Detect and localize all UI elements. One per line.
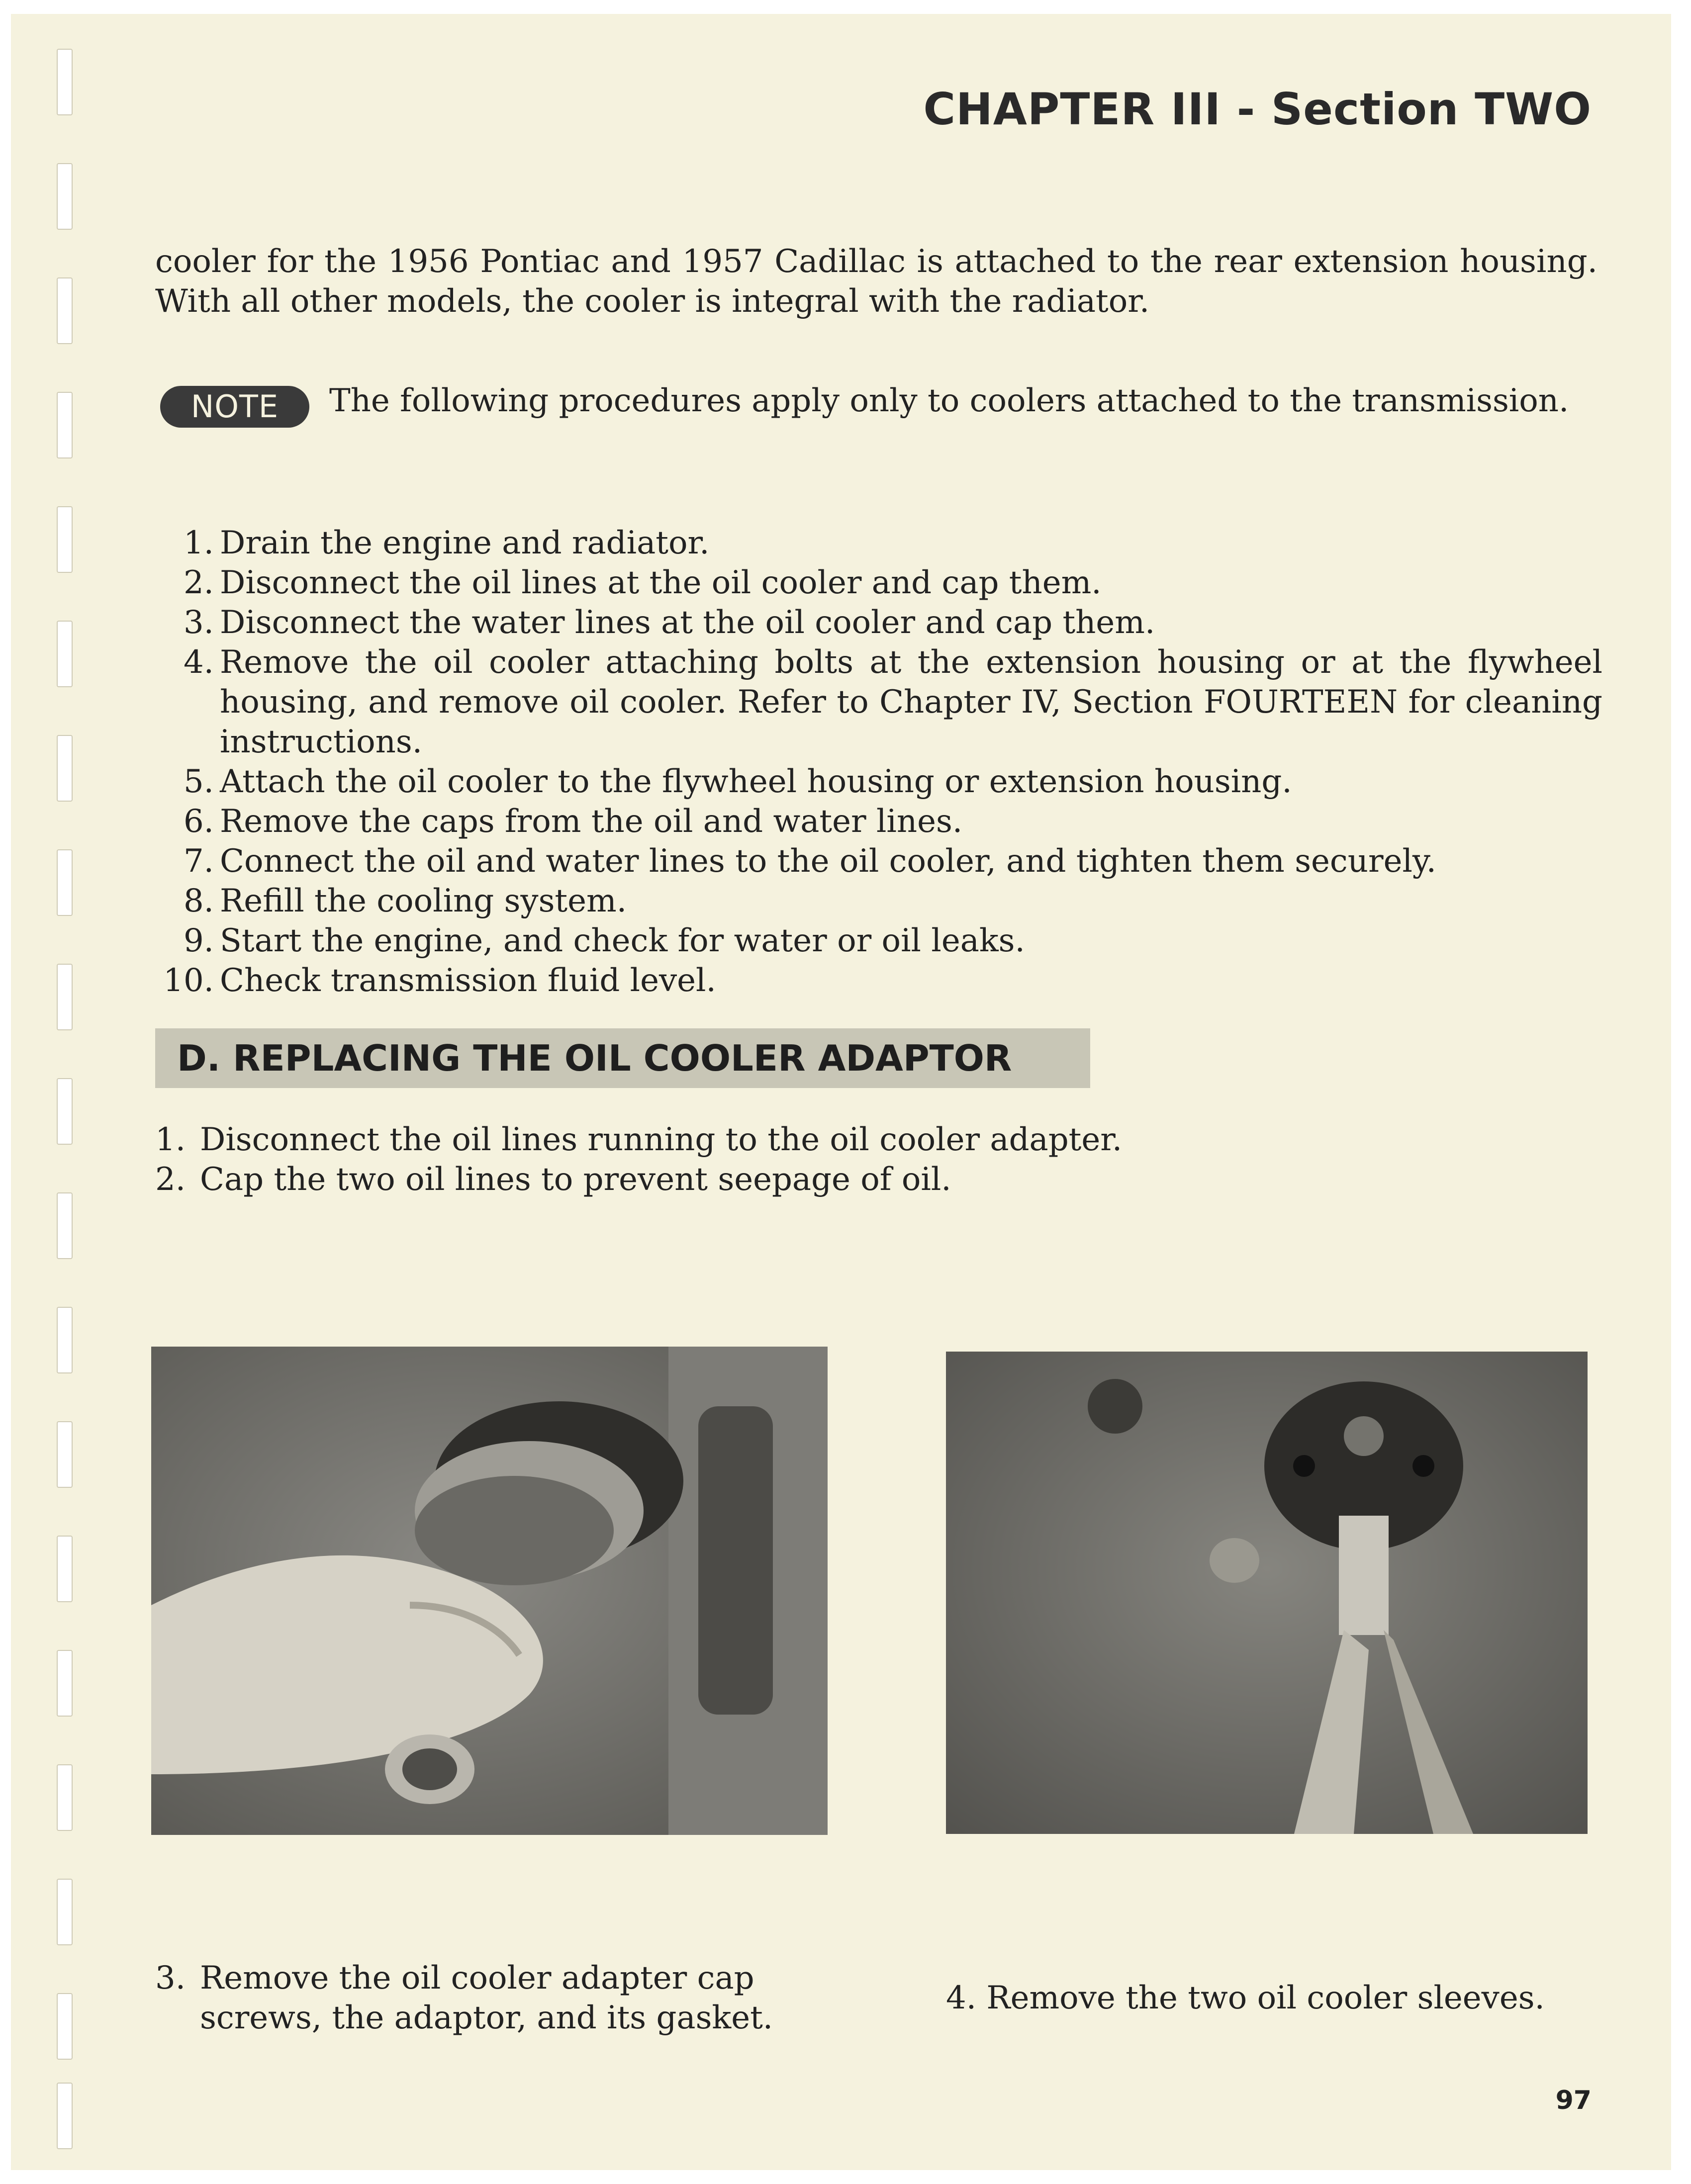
caption-photo1: 3. Remove the oil cooler adapter cap screws, the adaptor, and its gasket.: [155, 1960, 773, 2036]
page-number: 97: [1555, 2086, 1592, 2115]
intro-paragraph: cooler for the 1956 Pontiac and 1957 Cadillac is attached to the rear extension housing. With all other models, the cooler is integral with the radiator.: [155, 243, 1597, 320]
binder-hole: [57, 1764, 73, 1831]
binder-hole: [57, 506, 73, 573]
document-page: [11, 14, 1671, 2170]
binder-hole: [57, 1536, 73, 1602]
binder-hole: [57, 49, 73, 115]
binder-hole: [57, 1993, 73, 2060]
binder-hole: [57, 621, 73, 687]
chapter-title: CHAPTER III - Section TWO: [923, 84, 1592, 135]
photo-remove-sleeves-image: [946, 1352, 1588, 1834]
list-item: 2. Cap the two oil lines to prevent seepage of oil.: [155, 1161, 951, 1198]
binder-hole: [57, 277, 73, 344]
binder-hole: [57, 964, 73, 1030]
list-item: 1. Drain the engine and radiator.: [183, 525, 710, 561]
binder-hole: [57, 163, 73, 230]
section-heading: D. REPLACING THE OIL COOLER ADAPTOR: [155, 1028, 1090, 1088]
binder-hole: [57, 849, 73, 916]
photo-remove-adapter: [151, 1347, 828, 1835]
note-text: The following procedures apply only to coolers attached to the transmission.: [329, 382, 1569, 419]
list-item: 9. Start the engine, and check for water or oil leaks.: [183, 922, 1025, 959]
list-item: 7. Connect the oil and water lines to the oil cooler, and tighten them securely.: [183, 843, 1436, 880]
binder-hole: [57, 1078, 73, 1145]
list-item: 5. Attach the oil cooler to the flywheel housing or extension housing.: [183, 763, 1292, 800]
binder-hole: [57, 1192, 73, 1259]
list-item: 1. Disconnect the oil lines running to the oil cooler adapter.: [155, 1121, 1123, 1158]
binder-hole: [57, 2083, 73, 2149]
binder-hole: [57, 1421, 73, 1488]
list-item: 10. Check transmission fluid level.: [163, 962, 716, 999]
list-item: 3. Disconnect the water lines at the oil cooler and cap them.: [183, 604, 1155, 641]
list-item: 4. Remove the oil cooler attaching bolts at the extension housing or at the flywheel housing, and remove oil cooler. Refer to Chapter IV, Section FOURTEEN for cleaning instructions.: [183, 644, 1602, 760]
list-item: 2. Disconnect the oil lines at the oil cooler and cap them.: [183, 564, 1102, 601]
caption-photo2: 4. Remove the two oil cooler sleeves.: [946, 1980, 1545, 2016]
photo-remove-adapter-image: [151, 1347, 828, 1835]
procedure-steps: [155, 523, 1602, 1001]
note-badge: NOTE: [160, 386, 309, 428]
binder-hole: [57, 1307, 73, 1373]
photo-remove-sleeves: [946, 1352, 1588, 1834]
binder-hole: [57, 735, 73, 802]
list-item: 8. Refill the cooling system.: [183, 883, 627, 919]
section-d-steps: [155, 1120, 1548, 1199]
binder-hole: [57, 1650, 73, 1717]
list-item: 6. Remove the caps from the oil and water lines.: [183, 803, 963, 840]
binder-hole: [57, 1879, 73, 1945]
binder-hole: [57, 392, 73, 458]
binder-holes: [11, 14, 91, 2170]
